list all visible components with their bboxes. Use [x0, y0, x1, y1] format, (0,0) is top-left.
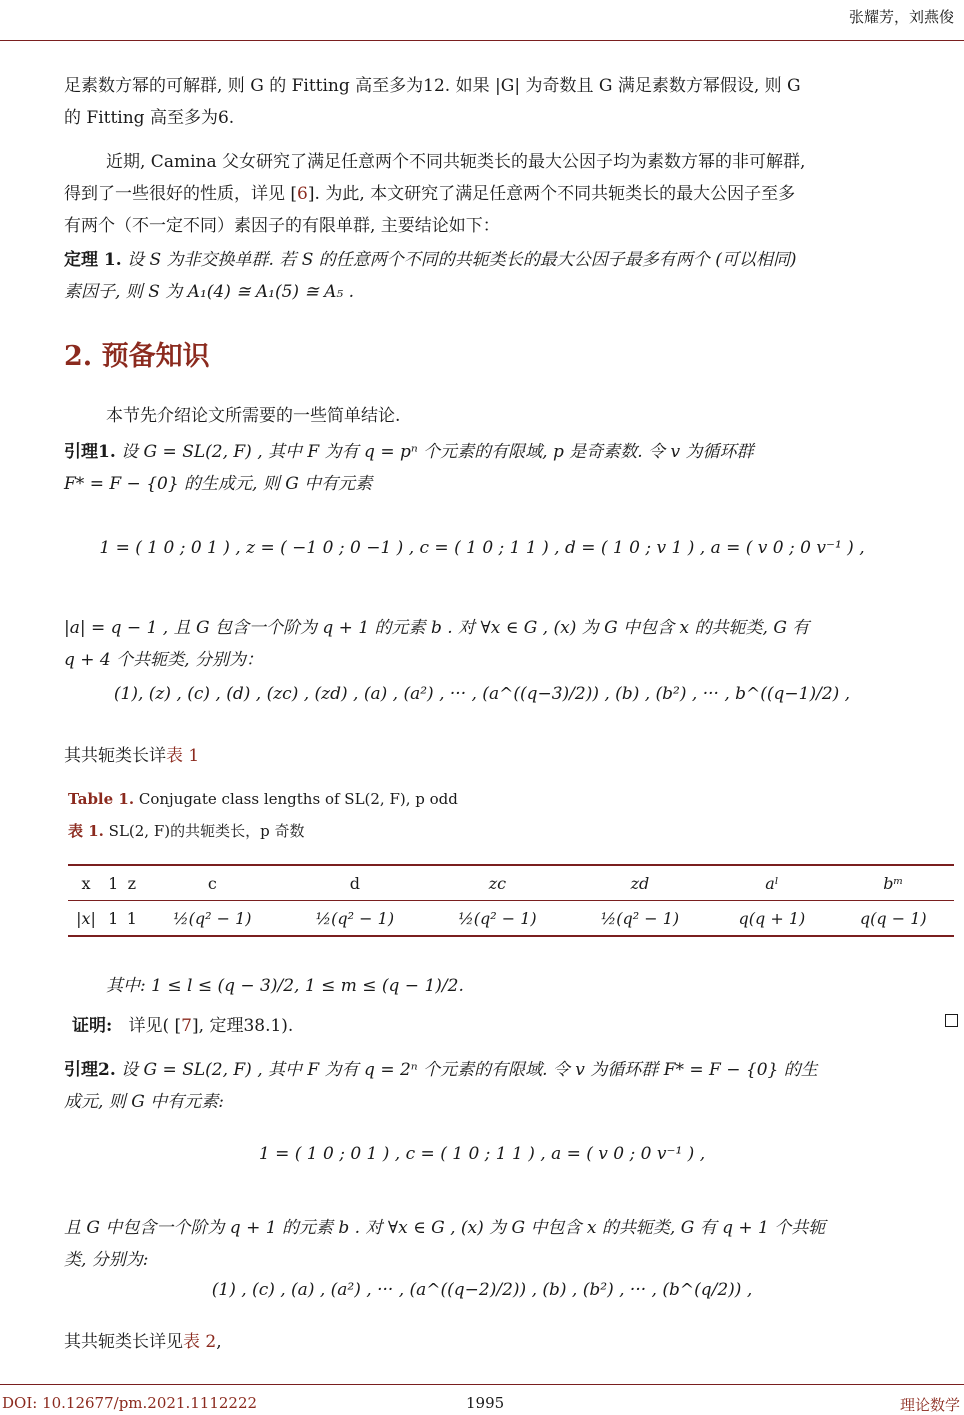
text-line: |a| = q − 1 , 且 G 包含一个阶为 q + 1 的元素 b . 对 ∀x ∈ G , (x) 为 G 中包含 x 的共轭类, G 有: [64, 618, 810, 638]
conjugate-class-table: [68, 864, 954, 937]
text-line: 成元, 则 G 中有元素:: [64, 1092, 224, 1112]
lemma-2: [64, 1054, 964, 1118]
theorem-1: [64, 244, 964, 308]
table-1-caption-zh: 表 1. SL(2, F)的共轭类长，p 奇数: [68, 822, 305, 840]
lemma-2-continued: [64, 1212, 964, 1276]
text-line: 素因子, 则 S 为 A₁(4) ≅ A₁(5) ≅ A₅ .: [64, 282, 355, 302]
text-line: 定理 1. 设 S 为非交换单群. 若 S 的任意两个不同的共轭类长的最大公因子最多有两个 (可以相同): [64, 250, 797, 270]
lemma-1: [64, 436, 964, 500]
table-1-reference: 其共轭类长详表 1: [64, 746, 200, 766]
footer-doi[interactable]: DOI: 10.12677/pm.2021.1112222: [2, 1394, 258, 1412]
conjugacy-class-list-2: (1) , (c) , (a) , (a²) , ··· , (a^((q−2)/2)) , (b) , (b²) , ··· , (b^(q/2)) ,: [211, 1280, 753, 1300]
table-cell: |x|: [68, 901, 104, 937]
table-cell: 1: [104, 901, 123, 937]
table-cell: d: [284, 865, 427, 901]
header-rule: [0, 40, 964, 41]
table-header-row: [68, 865, 954, 901]
proof: 证明: 详见( [7], 定理38.1).: [72, 1016, 294, 1036]
table-1-caption-en: Table 1. Conjugate class lengths of SL(2, F), p odd: [68, 790, 458, 808]
table-2-link[interactable]: 表 2: [183, 1332, 217, 1352]
text-line: 其中: 1 ≤ l ≤ (q − 3)/2, 1 ≤ m ≤ (q − 1)/2.: [106, 976, 464, 996]
text-line: 的 Fitting 高至多为6.: [64, 108, 235, 128]
footer-page-number: 1995: [466, 1394, 505, 1412]
conjugacy-class-list-1: (1), (z) , (c) , (d) , (zc) , (zd) , (a) , (a²) , ··· , (a^((q−3)/2)) , (b) , (b²) , ··· , b^((q−1)/2) ,: [113, 684, 851, 704]
text-line: 足素数方幂的可解群, 则 G 的 Fitting 高至多为12. 如果 |G| 为奇数且 G 满足素数方幂假设, 则 G: [64, 76, 801, 96]
table-1-link[interactable]: 表 1: [166, 746, 200, 766]
citation-link-6[interactable]: 6: [297, 184, 308, 204]
table-cell: aˡ: [711, 865, 832, 901]
table-cell: ½(q² − 1): [426, 901, 569, 937]
text-line: 得到了一些很好的性质，详见 [6]. 为此, 本文研究了满足任意两个不同共轭类长的最大公因子至多: [64, 184, 796, 204]
lemma-1-continued: [64, 612, 964, 676]
text-line: 类, 分别为:: [64, 1250, 149, 1270]
table-cell: zc: [426, 865, 569, 901]
text-line: 引理1. 设 G = SL(2, F) , 其中 F 为有 q = pⁿ 个元素的有限域, p 是奇素数. 令 v 为循环群: [64, 442, 754, 462]
table-row: [68, 901, 954, 937]
qed-square-icon: [945, 1014, 958, 1027]
text-line: 近期, Camina 父女研究了满足任意两个不同共轭类长的最大公因子均为素数方幂的非可解群,: [106, 152, 806, 172]
table-cell: ½(q² − 1): [284, 901, 427, 937]
text-line: q + 4 个共轭类, 分别为：: [64, 650, 263, 670]
lemma-label: 引理2.: [64, 1060, 116, 1080]
table-cell: 1: [104, 865, 123, 901]
table-cell: ½(q² − 1): [569, 901, 712, 937]
theorem-label: 定理 1.: [64, 250, 122, 270]
table-cell: bᵐ: [833, 865, 954, 901]
lemma-label: 引理1.: [64, 442, 116, 462]
prelim-intro: [64, 400, 964, 432]
footer-rule: [0, 1384, 964, 1385]
table-cell: zd: [569, 865, 712, 901]
table-2-reference: 其共轭类长详见表 2,: [64, 1332, 222, 1352]
table-note: [64, 970, 964, 1002]
table-cell: c: [141, 865, 284, 901]
citation-link-7[interactable]: 7: [181, 1016, 192, 1036]
table-cell: 1: [123, 901, 142, 937]
table-cell: q(q − 1): [833, 901, 954, 937]
table-cell: q(q + 1): [711, 901, 832, 937]
table-cell: ½(q² − 1): [141, 901, 284, 937]
text-line: 有两个（不一定不同）素因子的有限单群, 主要结论如下：: [64, 216, 500, 236]
section-title: 2. 预备知识: [64, 341, 210, 372]
intro-paragraph-2: [64, 146, 964, 242]
table-cell: x: [68, 865, 104, 901]
text-line: 引理2. 设 G = SL(2, F) , 其中 F 为有 q = 2ⁿ 个元素的有限域. 令 v 为循环群 F* = F − {0} 的生: [64, 1060, 818, 1080]
text-line: 且 G 中包含一个阶为 q + 1 的元素 b . 对 ∀x ∈ G , (x) 为 G 中包含 x 的共轭类, G 有 q + 1 个共轭: [64, 1218, 826, 1238]
text-line: 本节先介绍论文所需要的一些简单结论.: [106, 406, 401, 426]
table-cell: z: [123, 865, 142, 901]
matrix-definitions-2: 1 = ( 1 0 ; 0 1 ) , c = ( 1 0 ; 1 1 ) , a = ( v 0 ; 0 v⁻¹ ) ,: [258, 1144, 706, 1164]
proof-label: 证明:: [72, 1016, 113, 1036]
footer-journal: 理论数学: [899, 1396, 960, 1414]
intro-paragraph-1: [64, 70, 964, 134]
text-line: F* = F − {0} 的生成元, 则 G 中有元素: [64, 474, 373, 494]
running-header-authors: 张耀芳，刘燕俊: [848, 8, 954, 26]
matrix-definitions-1: 1 = ( 1 0 ; 0 1 ) , z = ( −1 0 ; 0 −1 ) , c = ( 1 0 ; 1 1 ) , d = ( 1 0 ; v 1 ) , a = ( v 0 ; 0 v⁻¹ ) ,: [99, 538, 865, 558]
